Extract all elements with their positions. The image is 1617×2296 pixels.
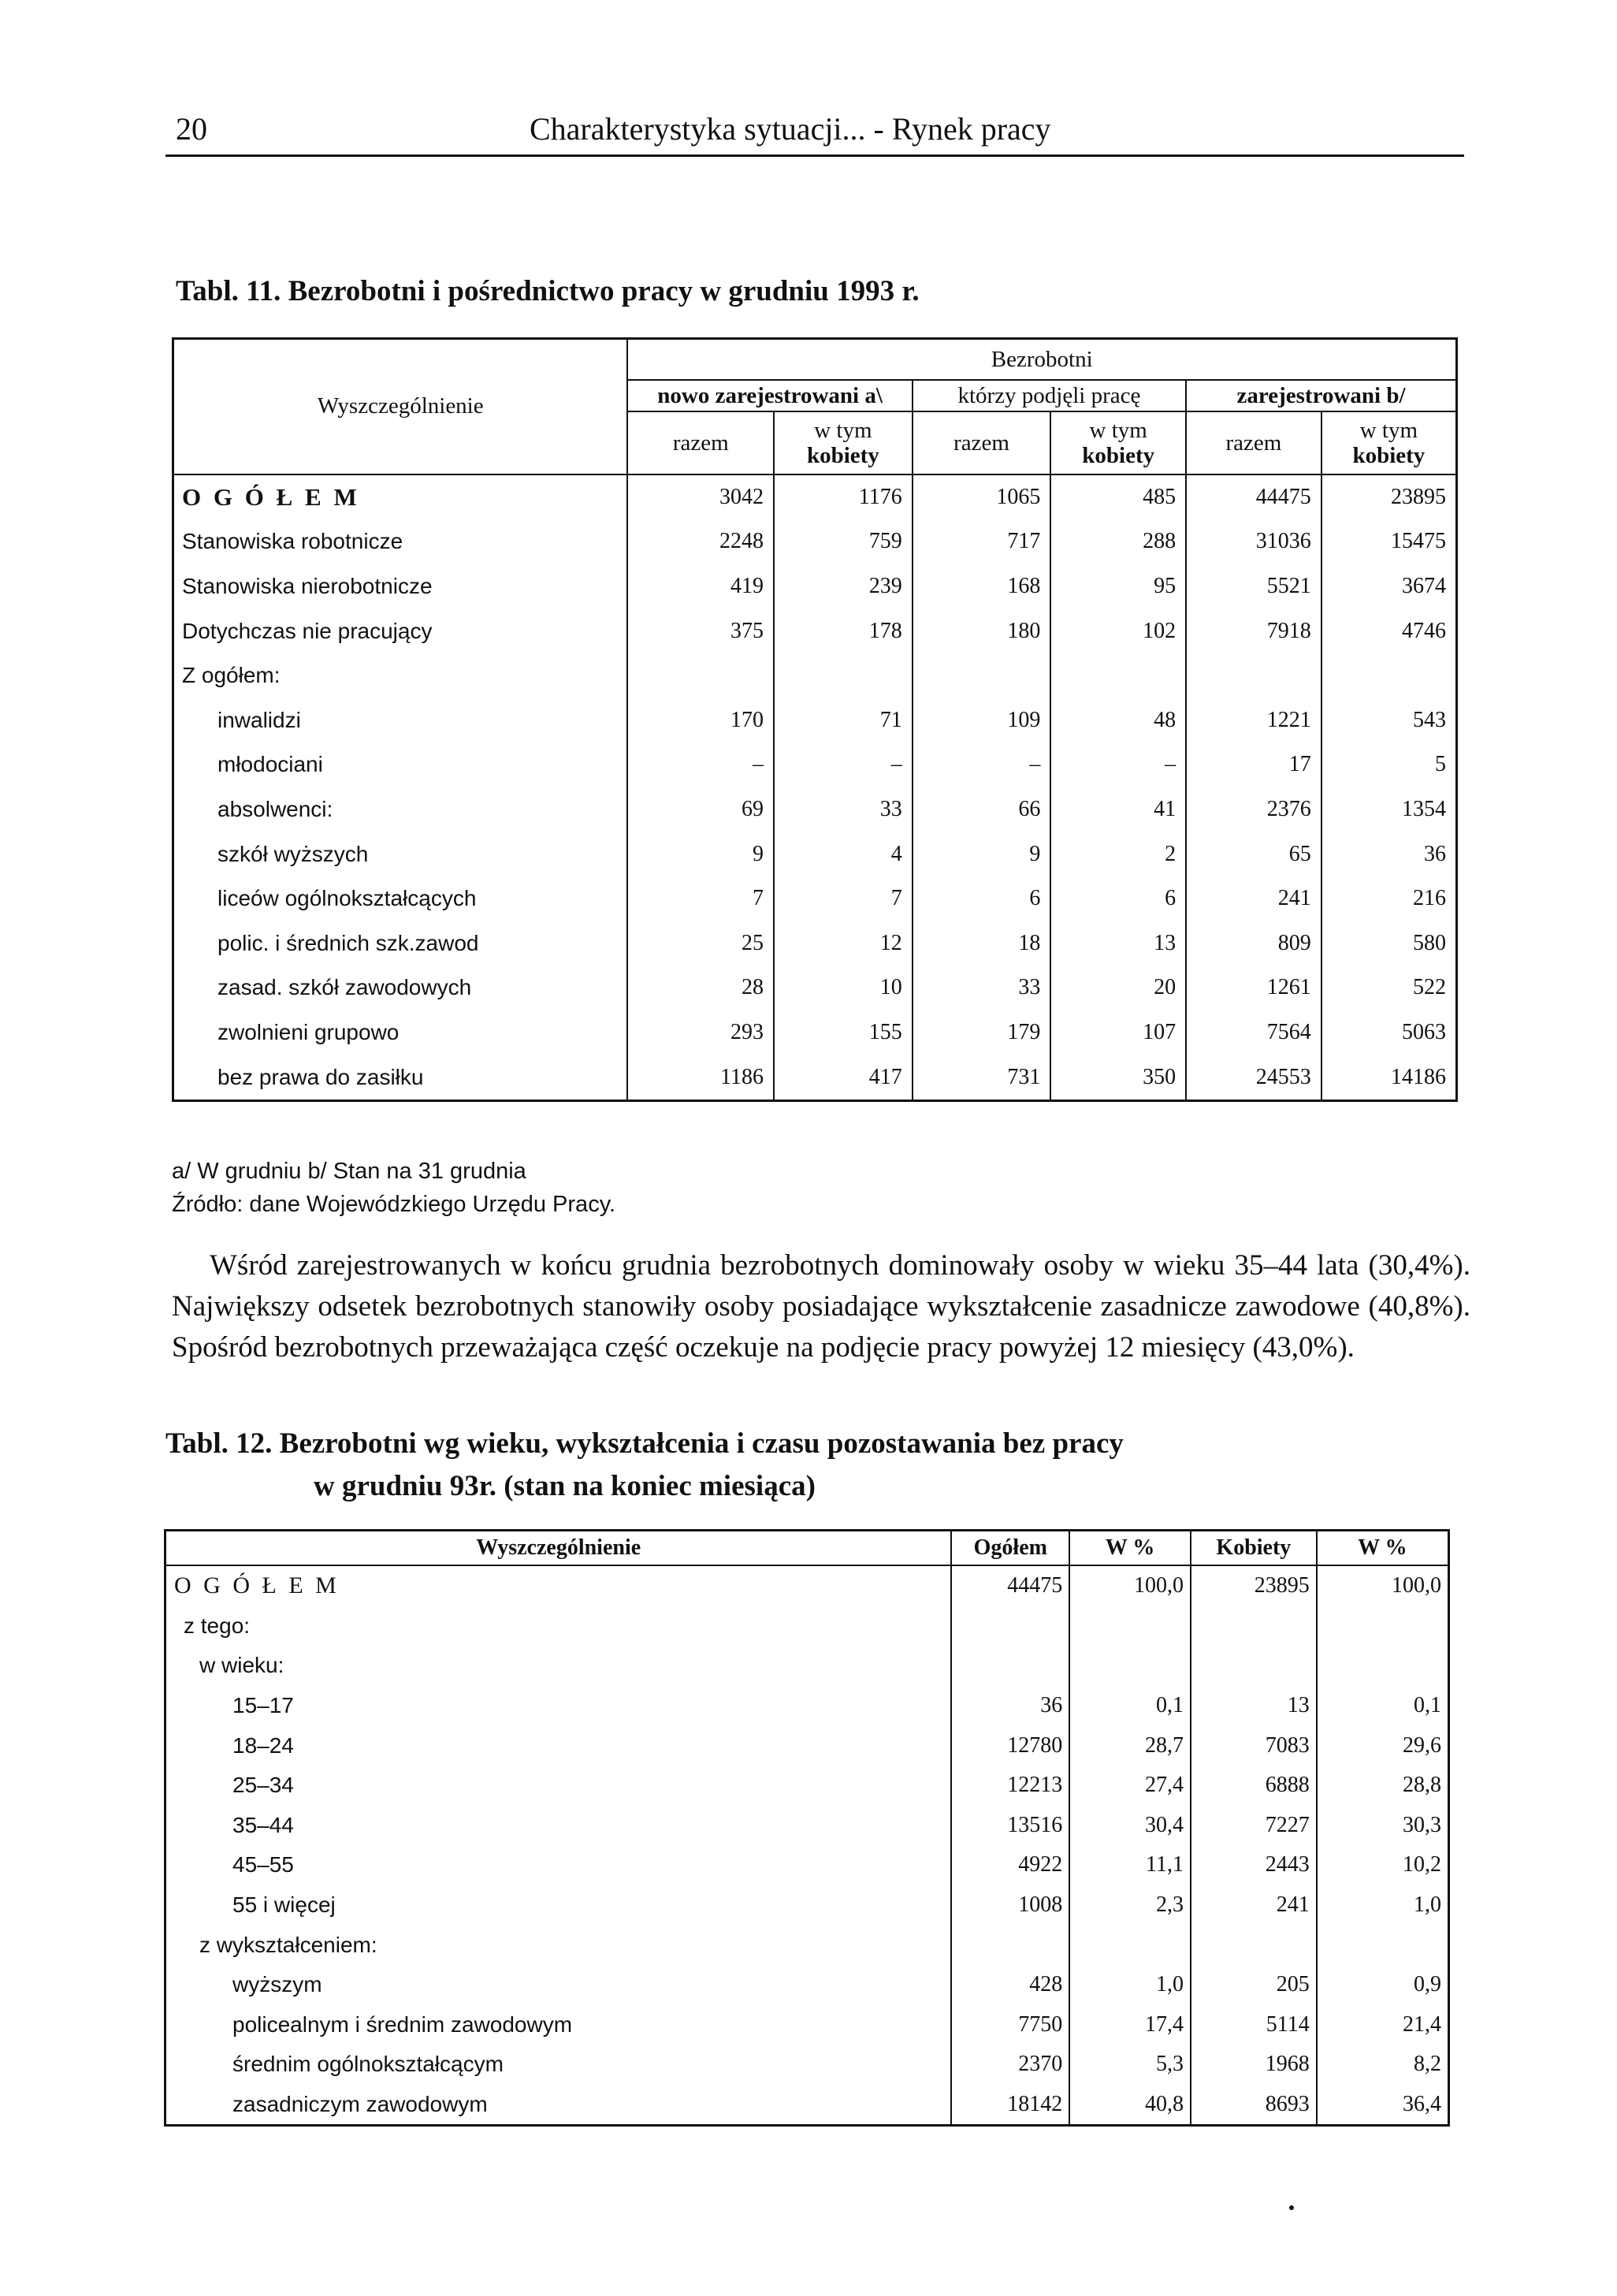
cell-value: 100,0 — [1317, 1565, 1449, 1606]
table-row — [173, 742, 1457, 787]
row-label: w wieku: — [199, 1653, 284, 1678]
table-row — [165, 2005, 1449, 2045]
cell-value: 4 — [774, 832, 913, 876]
cell-value — [1069, 1606, 1191, 1647]
cell-value: 2376 — [1186, 787, 1321, 832]
cell-value: 0,9 — [1317, 1965, 1449, 2005]
stray-mark — [1289, 2205, 1294, 2210]
cell-value: 11,1 — [1069, 1845, 1191, 1885]
row-label: 45–55 — [232, 1852, 294, 1877]
cell-value — [1069, 1646, 1191, 1686]
cell-value: 759 — [774, 519, 913, 564]
cell-value — [1191, 1925, 1317, 1965]
cell-value: 239 — [774, 564, 913, 609]
cell-value: 17 — [1186, 742, 1321, 787]
row-label: z wykształceniem: — [199, 1932, 377, 1957]
cell-value — [951, 1925, 1069, 1965]
t11-h-kobiety — [774, 411, 913, 474]
table-row — [173, 1010, 1457, 1055]
cell-value: 33 — [913, 966, 1051, 1010]
cell-value — [1069, 1925, 1191, 1965]
table-row — [165, 1965, 1449, 2005]
cell-value — [1317, 1606, 1449, 1647]
row-label: 18–24 — [232, 1732, 294, 1758]
cell-value — [1317, 1646, 1449, 1686]
table-row — [173, 608, 1457, 653]
row-label: Stanowiska nierobotnicze — [182, 573, 433, 598]
cell-value: 36 — [1321, 832, 1457, 876]
table12-caption-line2: w grudniu 93r. (stan na koniec miesiąca) — [314, 1470, 816, 1502]
cell-value: 15475 — [1321, 519, 1457, 564]
cell-value: 95 — [1050, 564, 1186, 609]
cell-value: 28,7 — [1069, 1725, 1191, 1766]
cell-value: 4922 — [951, 1845, 1069, 1885]
t12-h-total: Ogółem — [951, 1531, 1069, 1566]
cell-value: 5063 — [1321, 1010, 1457, 1055]
cell-value: 1186 — [627, 1055, 774, 1100]
table-row — [165, 1606, 1449, 1647]
row-label: polic. i średnich szk.zawod — [217, 930, 479, 955]
cell-value: 9 — [913, 832, 1051, 876]
cell-value: 40,8 — [1069, 2085, 1191, 2126]
t11-col-label: Wyszczególnienie — [317, 393, 484, 419]
table11-body — [173, 474, 1457, 1101]
cell-value: 1,0 — [1069, 1965, 1191, 2005]
t12-h-label: Wyszczególnienie — [165, 1531, 952, 1566]
row-label: zasadniczym zawodowym — [232, 2092, 488, 2117]
cell-value: 2,3 — [1069, 1885, 1191, 1926]
table-row — [173, 474, 1457, 520]
cell-value: 8,2 — [1317, 2045, 1449, 2085]
row-label: szkół wyższych — [217, 841, 369, 866]
table-row — [165, 1845, 1449, 1885]
cell-value: 23895 — [1321, 474, 1457, 520]
cell-value: 3042 — [627, 474, 774, 520]
t11-sub-registered: zarejestrowani b/ — [1186, 380, 1456, 411]
cell-value — [1317, 1925, 1449, 1965]
cell-value: 293 — [627, 1010, 774, 1055]
cell-value: 24553 — [1186, 1055, 1321, 1100]
cell-value: 350 — [1050, 1055, 1186, 1100]
cell-value: 66 — [913, 787, 1051, 832]
cell-value: 178 — [774, 608, 913, 653]
cell-value — [951, 1646, 1069, 1686]
cell-value: 102 — [1050, 608, 1186, 653]
cell-value: 65 — [1186, 832, 1321, 876]
cell-value: 2248 — [627, 519, 774, 564]
cell-value: 809 — [1186, 921, 1321, 966]
table-row — [165, 2085, 1449, 2126]
row-label: bez prawa do zasiłku — [217, 1064, 424, 1089]
row-label: absolwenci: — [217, 796, 333, 821]
cell-value: 30,3 — [1317, 1806, 1449, 1846]
cell-value: 731 — [913, 1055, 1051, 1100]
row-label: 25–34 — [232, 1773, 294, 1798]
row-label: policealnym i średnim zawodowym — [232, 2011, 573, 2037]
cell-value: 27,4 — [1069, 1766, 1191, 1806]
t11-h-kob: kobiety — [1082, 442, 1155, 468]
row-label: 35–44 — [232, 1812, 294, 1837]
row-label: młodociani — [217, 752, 323, 777]
cell-value: 0,1 — [1317, 1686, 1449, 1726]
cell-value: 3674 — [1321, 564, 1457, 609]
table-row — [165, 1725, 1449, 1766]
cell-value: 100,0 — [1069, 1565, 1191, 1606]
cell-value: 12 — [774, 921, 913, 966]
cell-value: 5114 — [1191, 2005, 1317, 2045]
t11-h-razem: razem — [1186, 411, 1321, 474]
cell-value: 428 — [951, 1965, 1069, 2005]
header-rule — [165, 154, 1464, 157]
cell-value: 36 — [951, 1686, 1069, 1726]
cell-value: 23895 — [1191, 1565, 1317, 1606]
table12-caption-line1: Tabl. 12. Bezrobotni wg wieku, wykształcenia i czasu pozostawania bez pracy — [165, 1427, 1124, 1460]
cell-value: 18142 — [951, 2085, 1069, 2126]
cell-value: 6 — [913, 876, 1051, 921]
cell-value: 7918 — [1186, 608, 1321, 653]
cell-value: 2443 — [1191, 1845, 1317, 1885]
t11-sub-employed: którzy podjęli pracę — [913, 380, 1186, 411]
cell-value: 419 — [627, 564, 774, 609]
t11-h-razem: razem — [913, 411, 1051, 474]
table-row — [173, 519, 1457, 564]
row-label: średnim ogólnokształcącym — [232, 2052, 504, 2077]
table-row — [165, 1806, 1449, 1846]
cell-value: 12213 — [951, 1766, 1069, 1806]
table-row — [173, 832, 1457, 876]
cell-value: 7 — [627, 876, 774, 921]
cell-value: 4746 — [1321, 608, 1457, 653]
t11-sub-new: nowo zarejestrowani a\ — [627, 380, 912, 411]
row-label: liceów ogólnokształcących — [217, 886, 477, 911]
cell-value: 1221 — [1186, 698, 1321, 742]
cell-value: 7083 — [1191, 1725, 1317, 1766]
cell-value: 48 — [1050, 698, 1186, 742]
cell-value: 12780 — [951, 1725, 1069, 1766]
row-label: z tego: — [184, 1613, 251, 1638]
cell-value: 375 — [627, 608, 774, 653]
paragraph-text: Wśród zarejestrowanych w końcu grudnia bezrobotnych dominowały osoby w wieku 35–44 lata (30,4%). Największy odsetek bezrobotnych stanowiły osoby posiadające wykształcenie zasadnicze zawodowe (40,8%). Spośród bezrobotnych przeważająca część oczekuje na podjęcie pracy powyżej 12 miesięcy (43,0%). — [172, 1249, 1470, 1364]
cell-value: 17,4 — [1069, 2005, 1191, 2045]
table-row — [173, 698, 1457, 742]
cell-value: 288 — [1050, 519, 1186, 564]
table-row — [173, 921, 1457, 966]
cell-value: – — [774, 742, 913, 787]
cell-value: 69 — [627, 787, 774, 832]
cell-value: 580 — [1321, 921, 1457, 966]
table-row — [165, 1565, 1449, 1606]
table-row — [173, 787, 1457, 832]
cell-value: 20 — [1050, 966, 1186, 1010]
row-label: 55 i więcej — [232, 1892, 336, 1918]
cell-value — [1191, 1646, 1317, 1686]
t11-h-wtym: w tym — [1359, 417, 1418, 443]
cell-value: 6 — [1050, 876, 1186, 921]
t11-h-razem: razem — [627, 411, 774, 474]
cell-value: 179 — [913, 1010, 1051, 1055]
cell-value: – — [627, 742, 774, 787]
cell-value: 21,4 — [1317, 2005, 1449, 2045]
table11 — [172, 337, 1458, 1102]
cell-value: 0,1 — [1069, 1686, 1191, 1726]
table11-caption: Tabl. 11. Bezrobotni i pośrednictwo pracy w grudniu 1993 r. — [176, 275, 920, 307]
cell-value: 216 — [1321, 876, 1457, 921]
table11-source: Źródło: dane Wojewódzkiego Urzędu Pracy. — [172, 1192, 616, 1217]
t11-group-header: Bezrobotni — [627, 339, 1456, 380]
cell-value: 25 — [627, 921, 774, 966]
t11-h-kobiety — [1321, 411, 1457, 474]
cell-value — [627, 653, 774, 698]
row-label: 15–17 — [232, 1693, 294, 1718]
t11-h-wtym: w tym — [814, 417, 872, 443]
cell-value: 7227 — [1191, 1806, 1317, 1846]
table-row — [173, 653, 1457, 698]
row-label: Dotychczas nie pracujący — [182, 618, 433, 643]
cell-value: 10,2 — [1317, 1845, 1449, 1885]
table-row — [165, 2045, 1449, 2085]
t12-h-women: Kobiety — [1191, 1531, 1317, 1566]
table12-body — [165, 1565, 1449, 2126]
cell-value: 5521 — [1186, 564, 1321, 609]
table-row — [173, 1055, 1457, 1100]
table-row — [165, 1646, 1449, 1686]
cell-value: 41 — [1050, 787, 1186, 832]
cell-value — [1186, 653, 1321, 698]
cell-value: 44475 — [1186, 474, 1321, 520]
cell-value: 205 — [1191, 1965, 1317, 2005]
table-row — [165, 1925, 1449, 1965]
cell-value: 18 — [913, 921, 1051, 966]
table-row — [165, 1766, 1449, 1806]
cell-value: 109 — [913, 698, 1051, 742]
cell-value: 717 — [913, 519, 1051, 564]
t11-h-kob: kobiety — [1352, 442, 1426, 468]
cell-value: 31036 — [1186, 519, 1321, 564]
cell-value: 1176 — [774, 474, 913, 520]
cell-value: 168 — [913, 564, 1051, 609]
cell-value: 7564 — [1186, 1010, 1321, 1055]
cell-value: 417 — [774, 1055, 913, 1100]
table-row — [173, 564, 1457, 609]
cell-value: 30,4 — [1069, 1806, 1191, 1846]
table-row — [165, 1686, 1449, 1726]
cell-value — [951, 1606, 1069, 1647]
cell-value: 33 — [774, 787, 913, 832]
cell-value: 36,4 — [1317, 2085, 1449, 2126]
cell-value: 71 — [774, 698, 913, 742]
cell-value: 1354 — [1321, 787, 1457, 832]
cell-value: 170 — [627, 698, 774, 742]
cell-value: – — [1050, 742, 1186, 787]
cell-value: 241 — [1191, 1885, 1317, 1926]
cell-value: 13 — [1050, 921, 1186, 966]
cell-value: 8693 — [1191, 2085, 1317, 2126]
cell-value: 13516 — [951, 1806, 1069, 1846]
cell-value: 1065 — [913, 474, 1051, 520]
cell-value: 180 — [913, 608, 1051, 653]
row-label: Z ogółem: — [182, 663, 281, 688]
t11-h-kob: kobiety — [806, 442, 879, 468]
row-label: O G Ó Ł E M — [173, 474, 628, 520]
cell-value: 44475 — [951, 1565, 1069, 1606]
table11-footnote: a/ W grudniu b/ Stan na 31 grudnia — [172, 1159, 526, 1184]
row-label: Stanowiska robotnicze — [182, 529, 403, 554]
cell-value: 1261 — [1186, 966, 1321, 1010]
running-header-title: Charakterystyka sytuacji... - Rynek pracy — [530, 111, 1051, 147]
cell-value: 1,0 — [1317, 1885, 1449, 1926]
cell-value: 1008 — [951, 1885, 1069, 1926]
t11-h-kobiety — [1050, 411, 1186, 474]
cell-value: 241 — [1186, 876, 1321, 921]
cell-value: 155 — [774, 1010, 913, 1055]
row-label: zasad. szkół zawodowych — [217, 975, 472, 1000]
cell-value: 14186 — [1321, 1055, 1457, 1100]
table12 — [164, 1529, 1450, 2127]
cell-value: 6888 — [1191, 1766, 1317, 1806]
cell-value: 29,6 — [1317, 1725, 1449, 1766]
cell-value — [1321, 653, 1457, 698]
cell-value: 107 — [1050, 1010, 1186, 1055]
table-row — [173, 966, 1457, 1010]
cell-value: 2 — [1050, 832, 1186, 876]
cell-value: 7 — [774, 876, 913, 921]
cell-value: 2370 — [951, 2045, 1069, 2085]
cell-value: – — [913, 742, 1051, 787]
page-number: 20 — [176, 111, 207, 147]
table-row — [165, 1885, 1449, 1926]
cell-value — [1050, 653, 1186, 698]
cell-value: 522 — [1321, 966, 1457, 1010]
cell-value: 10 — [774, 966, 913, 1010]
cell-value — [913, 653, 1051, 698]
cell-value: 5,3 — [1069, 2045, 1191, 2085]
t11-h-wtym: w tym — [1089, 417, 1147, 443]
cell-value: 485 — [1050, 474, 1186, 520]
row-label: inwalidzi — [217, 707, 301, 732]
body-paragraph — [172, 1245, 1470, 1368]
cell-value: 28 — [627, 966, 774, 1010]
table-row — [173, 876, 1457, 921]
t12-h-pct: W % — [1069, 1531, 1191, 1566]
cell-value — [774, 653, 913, 698]
row-label: wyższym — [232, 1972, 322, 1997]
row-label: O G Ó Ł E M — [174, 1572, 340, 1599]
cell-value: 28,8 — [1317, 1766, 1449, 1806]
cell-value — [1191, 1606, 1317, 1647]
cell-value: 1968 — [1191, 2045, 1317, 2085]
cell-value: 13 — [1191, 1686, 1317, 1726]
cell-value: 5 — [1321, 742, 1457, 787]
cell-value: 7750 — [951, 2005, 1069, 2045]
t12-h-women-pct: W % — [1317, 1531, 1449, 1566]
cell-value: 9 — [627, 832, 774, 876]
row-label: zwolnieni grupowo — [217, 1019, 400, 1044]
cell-value: 543 — [1321, 698, 1457, 742]
